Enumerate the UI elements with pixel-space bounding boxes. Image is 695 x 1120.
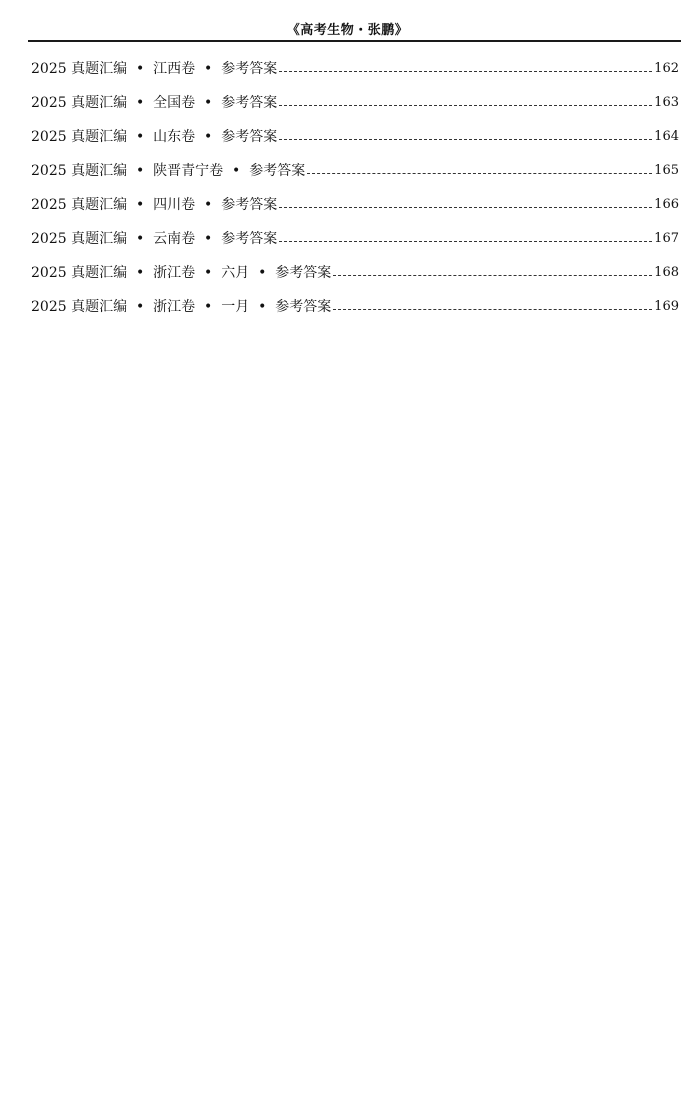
toc-entry-title: 2025 真题汇编 • 山东卷 • 参考答案 [31, 129, 278, 145]
toc-leader-dots [279, 241, 652, 242]
toc-entry-yunnan[interactable] [31, 214, 679, 248]
toc-leader-dots [279, 139, 652, 140]
toc-leader-dots [333, 275, 652, 276]
toc-page-number: 162 [654, 61, 679, 76]
toc-entry-sichuan[interactable] [31, 180, 679, 214]
toc-page-number: 168 [654, 265, 679, 280]
toc-entry-title: 2025 真题汇编 • 浙江卷 • 一月 • 参考答案 [31, 299, 332, 315]
toc-entry-shandong[interactable] [31, 112, 679, 146]
toc-entry-title: 2025 真题汇编 • 浙江卷 • 六月 • 参考答案 [31, 265, 332, 281]
toc-leader-dots [279, 105, 652, 106]
table-of-contents [31, 44, 679, 316]
toc-page-number: 169 [654, 299, 679, 314]
toc-leader-dots [279, 71, 652, 72]
toc-entry-title: 2025 真题汇编 • 云南卷 • 参考答案 [31, 231, 278, 247]
toc-page-number: 167 [654, 231, 679, 246]
toc-entry-title: 2025 真题汇编 • 四川卷 • 参考答案 [31, 197, 278, 213]
toc-leader-dots [279, 207, 652, 208]
page-header-title: 《高考生物・张鹏》 [286, 23, 409, 38]
header-divider [28, 40, 681, 42]
toc-leader-dots [307, 173, 652, 174]
toc-entry-jiangxi[interactable] [31, 44, 679, 78]
toc-entry-title: 2025 真题汇编 • 全国卷 • 参考答案 [31, 95, 278, 111]
toc-entry-title: 2025 真题汇编 • 陕晋青宁卷 • 参考答案 [31, 163, 306, 179]
toc-entry-quanguo[interactable] [31, 78, 679, 112]
toc-entry-title: 2025 真题汇编 • 江西卷 • 参考答案 [31, 61, 278, 77]
toc-page-number: 163 [654, 95, 679, 110]
toc-page-number: 166 [654, 197, 679, 212]
toc-page-number: 164 [654, 129, 679, 144]
toc-entry-zhejiang-june[interactable] [31, 248, 679, 282]
toc-page-number: 165 [654, 163, 679, 178]
toc-entry-zhejiang-january[interactable] [31, 282, 679, 316]
toc-leader-dots [333, 309, 652, 310]
toc-entry-shanjinqingning[interactable] [31, 146, 679, 180]
